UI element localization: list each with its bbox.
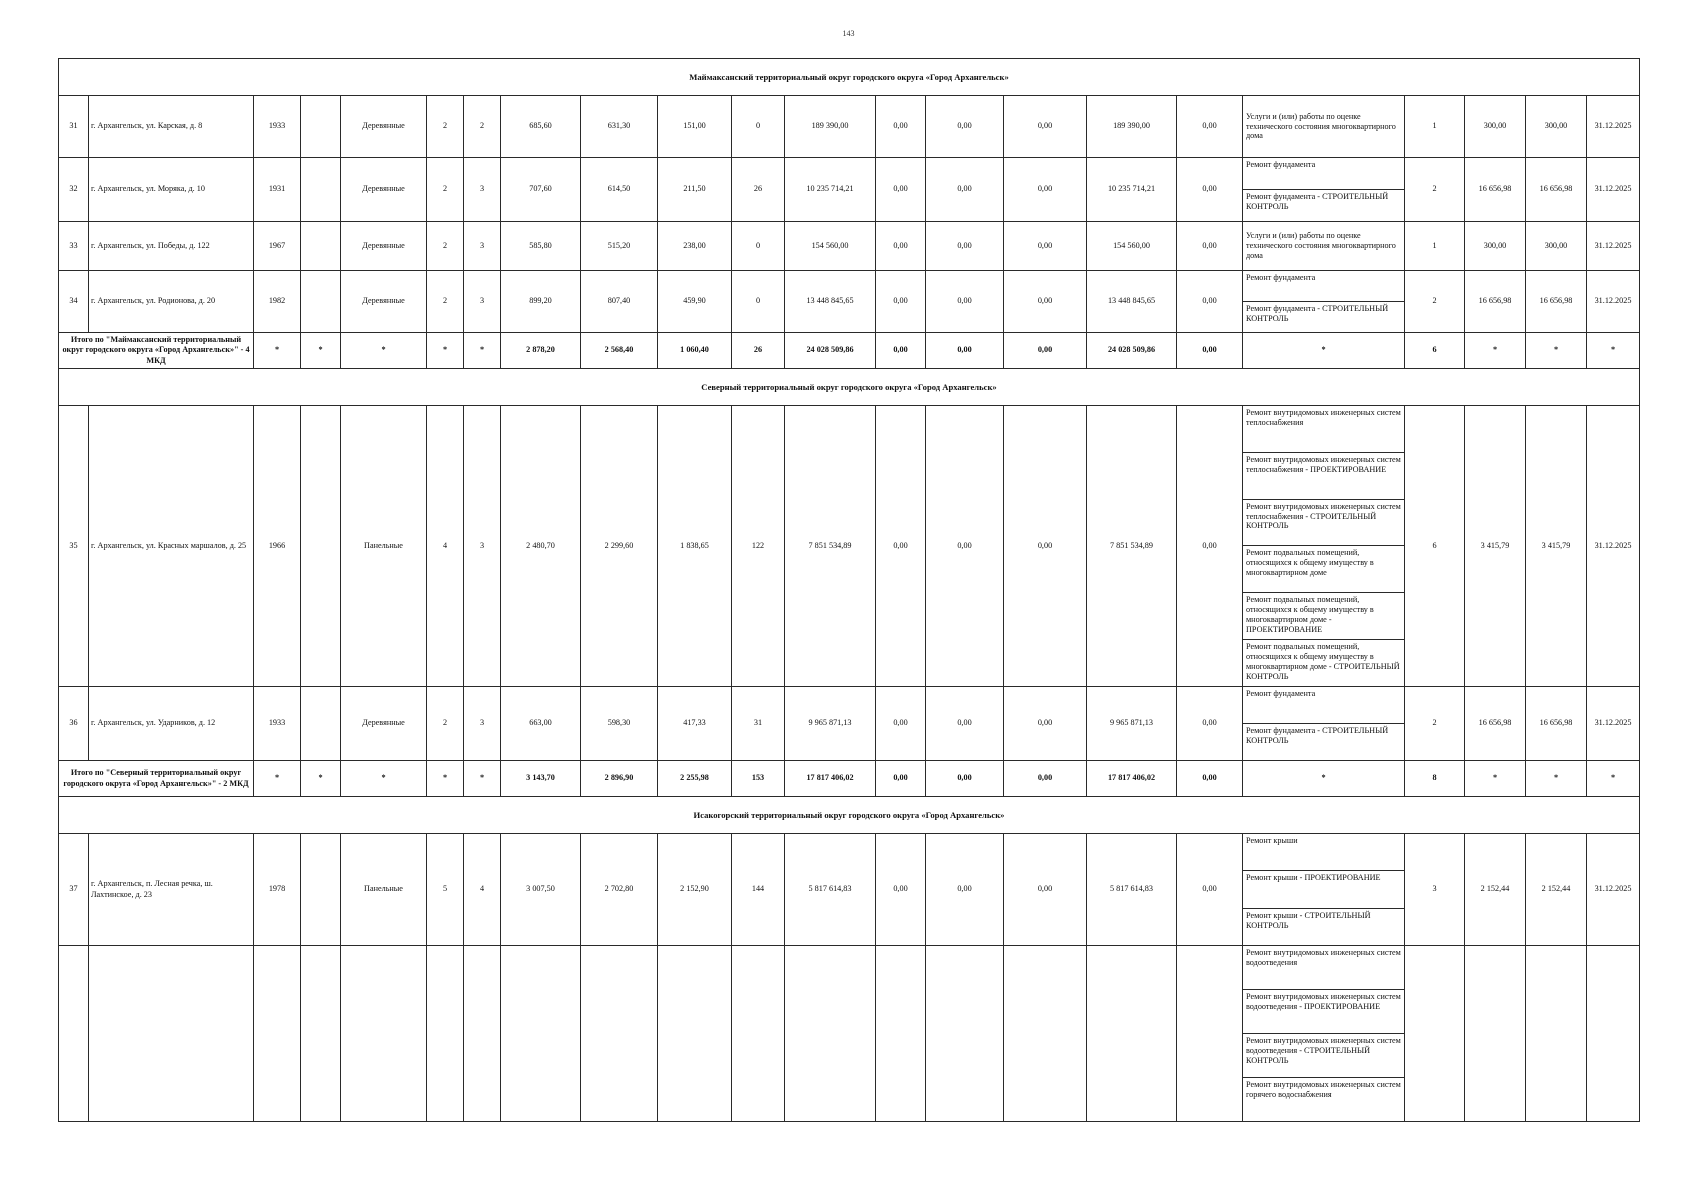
floors-cell: 4: [427, 406, 464, 687]
area-living-cell: 515,20: [581, 222, 658, 271]
empty-cell: [301, 406, 341, 687]
area-total-cell: 663,00: [501, 687, 581, 761]
deadline-cell: 31.12.2025: [1587, 96, 1640, 158]
area-nonres-cell: 2 152,90: [658, 834, 732, 946]
area-nonres-cell: 151,00: [658, 96, 732, 158]
address-cell: г. Архангельск, ул. Карская, д. 8: [89, 96, 254, 158]
entrances-cell: 3: [464, 271, 501, 333]
capital-repair-register-table: [58, 58, 1640, 1122]
total-residents-cell: 153: [732, 761, 785, 797]
fund-budget-region-cell: [926, 946, 1004, 1122]
fund-budget-region-cell: 0,00: [926, 834, 1004, 946]
row-number: 37: [59, 834, 89, 946]
year-cell: 1933: [254, 96, 301, 158]
total-star-cell: *: [1465, 761, 1526, 797]
area-nonres-cell: 211,50: [658, 158, 732, 222]
fund-budget-local-cell: 0,00: [1004, 222, 1087, 271]
area-living-cell: 614,50: [581, 158, 658, 222]
address-cell: г. Архангельск, ул. Моряка, д. 10: [89, 158, 254, 222]
work-item: Ремонт фундамента: [1243, 687, 1404, 724]
fund-fss-cell: 0,00: [876, 96, 926, 158]
total-works-count-cell: 8: [1405, 761, 1465, 797]
fund-fss-cell: [876, 946, 926, 1122]
area-living-cell: 2 702,80: [581, 834, 658, 946]
works-list: [1243, 406, 1404, 686]
work-item: Ремонт подвальных помещений, относящихся к общему имуществу в многоквартирном доме - СТРОИТЕЛЬНЫЙ КОНТРОЛЬ: [1246, 642, 1400, 681]
works-list: [1243, 946, 1404, 1121]
works-list: [1243, 222, 1404, 270]
year-cell: 1931: [254, 158, 301, 222]
area-total-cell: [501, 946, 581, 1122]
works-count-cell: 1: [1405, 96, 1465, 158]
fund-fss-cell: 0,00: [876, 271, 926, 333]
section-title: Исакогорский территориальный округ городского округа «Город Архангельск»: [59, 797, 1640, 834]
area-total-cell: 3 007,50: [501, 834, 581, 946]
fund-other-cell: 0,00: [1177, 222, 1243, 271]
table-row: [59, 158, 1640, 222]
area-living-cell: 631,30: [581, 96, 658, 158]
work-item: Ремонт внутридомовых инженерных систем горячего водоснабжения: [1246, 1080, 1401, 1099]
works-cell: [1243, 96, 1405, 158]
empty-cell: [301, 946, 341, 1122]
work-item: Ремонт крыши: [1243, 834, 1404, 871]
table-row: [59, 96, 1640, 158]
year-cell: 1933: [254, 687, 301, 761]
residents-cell: 26: [732, 158, 785, 222]
total-works-cell: *: [1243, 333, 1405, 369]
section-title: Маймаксанский территориальный округ городского округа «Город Архангельск»: [59, 59, 1640, 96]
area-nonres-cell: 417,33: [658, 687, 732, 761]
total-fund-other-cell: 0,00: [1177, 761, 1243, 797]
unit-cost-cell: 300,00: [1465, 222, 1526, 271]
total-star-cell: *: [341, 333, 427, 369]
empty-cell: [301, 271, 341, 333]
total-label: Итого по "Северный территориальный округ городского округа «Город Архангельск»" - 2 МКД: [59, 761, 254, 797]
total-star-cell: *: [1526, 333, 1587, 369]
table-row: [59, 946, 1640, 1122]
work-item: Ремонт внутридомовых инженерных систем водоотведения - ПРОЕКТИРОВАНИЕ: [1243, 990, 1404, 1034]
page-number: 143: [842, 29, 855, 38]
total-fund-fss-cell: 0,00: [876, 761, 926, 797]
total-area-living-cell: 2 896,90: [581, 761, 658, 797]
total-fund-budget-region-cell: 0,00: [926, 761, 1004, 797]
total-fund-other-cell: 0,00: [1177, 333, 1243, 369]
total-fund-budget-local-cell: 0,00: [1004, 761, 1087, 797]
cost-total-cell: [785, 946, 876, 1122]
area-total-cell: 899,20: [501, 271, 581, 333]
address-cell: г. Архангельск, ул. Ударников, д. 12: [89, 687, 254, 761]
residents-cell: 0: [732, 222, 785, 271]
fund-budget-local-cell: 0,00: [1004, 834, 1087, 946]
total-fund-owners-cell: 24 028 509,86: [1087, 333, 1177, 369]
fund-fss-cell: 0,00: [876, 406, 926, 687]
fund-other-cell: 0,00: [1177, 406, 1243, 687]
material-cell: Деревянные: [341, 158, 427, 222]
fund-budget-local-cell: 0,00: [1004, 406, 1087, 687]
entrances-cell: [464, 946, 501, 1122]
row-number: 36: [59, 687, 89, 761]
fund-budget-region-cell: 0,00: [926, 222, 1004, 271]
works-cell: [1243, 222, 1405, 271]
cost-total-cell: 10 235 714,21: [785, 158, 876, 222]
total-label: Итого по "Маймаксанский территориальный округ городского округа «Город Архангельск»" - 4 МКД: [59, 333, 254, 369]
total-area-total-cell: 2 878,20: [501, 333, 581, 369]
table-row: [59, 406, 1640, 687]
empty-cell: [301, 687, 341, 761]
floors-cell: 2: [427, 222, 464, 271]
entrances-cell: 3: [464, 158, 501, 222]
cost-total-cell: 154 560,00: [785, 222, 876, 271]
address-cell: г. Архангельск, п. Лесная речка, ш. Лахтинское, д. 23: [89, 834, 254, 946]
works-cell: [1243, 834, 1405, 946]
area-nonres-cell: 459,90: [658, 271, 732, 333]
total-works-cell: *: [1243, 761, 1405, 797]
limit-cost-cell: 3 415,79: [1526, 406, 1587, 687]
cost-total-cell: 189 390,00: [785, 96, 876, 158]
total-residents-cell: 26: [732, 333, 785, 369]
section-title: Северный территориальный округ городского округа «Город Архангельск»: [59, 369, 1640, 406]
area-nonres-cell: 1 838,65: [658, 406, 732, 687]
total-star-cell: *: [464, 333, 501, 369]
deadline-cell: 31.12.2025: [1587, 222, 1640, 271]
work-item: Ремонт внутридомовых инженерных систем теплоснабжения - ПРОЕКТИРОВАНИЕ: [1243, 453, 1404, 500]
material-cell: [341, 946, 427, 1122]
deadline-cell: [1587, 946, 1640, 1122]
works-cell: [1243, 271, 1405, 333]
fund-owners-cell: 189 390,00: [1087, 96, 1177, 158]
fund-other-cell: 0,00: [1177, 96, 1243, 158]
works-cell: [1243, 406, 1405, 687]
unit-cost-cell: 2 152,44: [1465, 834, 1526, 946]
floors-cell: 2: [427, 96, 464, 158]
entrances-cell: 3: [464, 406, 501, 687]
work-item: Ремонт фундамента - СТРОИТЕЛЬНЫЙ КОНТРОЛЬ: [1246, 304, 1389, 323]
total-star-cell: *: [427, 333, 464, 369]
total-star-cell: *: [1587, 761, 1640, 797]
total-area-total-cell: 3 143,70: [501, 761, 581, 797]
total-star-cell: *: [254, 333, 301, 369]
residents-cell: 0: [732, 271, 785, 333]
works-count-cell: 6: [1405, 406, 1465, 687]
entrances-cell: 3: [464, 687, 501, 761]
material-cell: Деревянные: [341, 687, 427, 761]
deadline-cell: 31.12.2025: [1587, 406, 1640, 687]
total-star-cell: *: [464, 761, 501, 797]
work-item: Ремонт внутридомовых инженерных систем теплоснабжения: [1243, 406, 1404, 453]
deadline-cell: 31.12.2025: [1587, 158, 1640, 222]
material-cell: Панельные: [341, 406, 427, 687]
section-header-row: [59, 797, 1640, 834]
area-total-cell: 707,60: [501, 158, 581, 222]
deadline-cell: 31.12.2025: [1587, 687, 1640, 761]
cost-total-cell: 9 965 871,13: [785, 687, 876, 761]
fund-fss-cell: 0,00: [876, 222, 926, 271]
entrances-cell: 2: [464, 96, 501, 158]
works-cell: [1243, 687, 1405, 761]
area-nonres-cell: 238,00: [658, 222, 732, 271]
year-cell: 1982: [254, 271, 301, 333]
floors-cell: 5: [427, 834, 464, 946]
limit-cost-cell: [1526, 946, 1587, 1122]
fund-budget-local-cell: 0,00: [1004, 96, 1087, 158]
fund-other-cell: 0,00: [1177, 687, 1243, 761]
floors-cell: 2: [427, 271, 464, 333]
work-item: Ремонт внутридомовых инженерных систем водоотведения - СТРОИТЕЛЬНЫЙ КОНТРОЛЬ: [1243, 1034, 1404, 1078]
work-item: Ремонт крыши - ПРОЕКТИРОВАНИЕ: [1243, 871, 1404, 908]
table-row: [59, 271, 1640, 333]
total-fund-fss-cell: 0,00: [876, 333, 926, 369]
work-item: Ремонт внутридомовых инженерных систем теплоснабжения - СТРОИТЕЛЬНЫЙ КОНТРОЛЬ: [1243, 500, 1404, 547]
address-cell: [89, 946, 254, 1122]
total-row: [59, 761, 1640, 797]
total-works-count-cell: 6: [1405, 333, 1465, 369]
works-count-cell: 2: [1405, 271, 1465, 333]
material-cell: Деревянные: [341, 96, 427, 158]
deadline-cell: 31.12.2025: [1587, 271, 1640, 333]
fund-budget-local-cell: 0,00: [1004, 271, 1087, 333]
year-cell: 1978: [254, 834, 301, 946]
works-list: [1243, 834, 1404, 945]
work-item: Ремонт внутридомовых инженерных систем водоотведения: [1243, 946, 1404, 990]
unit-cost-cell: 16 656,98: [1465, 687, 1526, 761]
cost-total-cell: 13 448 845,65: [785, 271, 876, 333]
limit-cost-cell: 2 152,44: [1526, 834, 1587, 946]
material-cell: Панельные: [341, 834, 427, 946]
area-total-cell: 585,80: [501, 222, 581, 271]
fund-budget-region-cell: 0,00: [926, 96, 1004, 158]
works-list: [1243, 271, 1404, 332]
fund-budget-local-cell: 0,00: [1004, 687, 1087, 761]
residents-cell: 144: [732, 834, 785, 946]
area-living-cell: [581, 946, 658, 1122]
empty-cell: [301, 834, 341, 946]
area-nonres-cell: [658, 946, 732, 1122]
row-number: 34: [59, 271, 89, 333]
work-item: Ремонт подвальных помещений, относящихся к общему имуществу в многоквартирном доме - ПРОЕКТИРОВАНИЕ: [1243, 593, 1404, 640]
floors-cell: [427, 946, 464, 1122]
fund-fss-cell: 0,00: [876, 834, 926, 946]
address-cell: г. Архангельск, ул. Родионова, д. 20: [89, 271, 254, 333]
work-item: Ремонт крыши - СТРОИТЕЛЬНЫЙ КОНТРОЛЬ: [1246, 910, 1371, 930]
residents-cell: [732, 946, 785, 1122]
cost-total-cell: 7 851 534,89: [785, 406, 876, 687]
floors-cell: 2: [427, 158, 464, 222]
section-header-row: [59, 59, 1640, 96]
fund-budget-region-cell: 0,00: [926, 271, 1004, 333]
fund-owners-cell: 5 817 614,83: [1087, 834, 1177, 946]
table-row: [59, 834, 1640, 946]
works-count-cell: 2: [1405, 158, 1465, 222]
total-star-cell: *: [427, 761, 464, 797]
limit-cost-cell: 300,00: [1526, 222, 1587, 271]
total-fund-budget-region-cell: 0,00: [926, 333, 1004, 369]
year-cell: 1966: [254, 406, 301, 687]
works-list: [1243, 158, 1404, 221]
work-item: Услуги и (или) работы по оценке технического состояния многоквартирного дома: [1246, 231, 1396, 260]
total-fund-budget-local-cell: 0,00: [1004, 333, 1087, 369]
material-cell: Деревянные: [341, 271, 427, 333]
area-living-cell: 2 299,60: [581, 406, 658, 687]
fund-owners-cell: 9 965 871,13: [1087, 687, 1177, 761]
fund-budget-local-cell: 0,00: [1004, 158, 1087, 222]
work-item: Ремонт фундамента - СТРОИТЕЛЬНЫЙ КОНТРОЛЬ: [1246, 726, 1389, 745]
total-area-living-cell: 2 568,40: [581, 333, 658, 369]
address-cell: г. Архангельск, ул. Красных маршалов, д. 25: [89, 406, 254, 687]
address-cell: г. Архангельск, ул. Победы, д. 122: [89, 222, 254, 271]
work-item: Услуги и (или) работы по оценке технического состояния многоквартирного дома: [1246, 111, 1396, 141]
residents-cell: 31: [732, 687, 785, 761]
section-header-row: [59, 369, 1640, 406]
total-fund-owners-cell: 17 817 406,02: [1087, 761, 1177, 797]
total-star-cell: *: [1465, 333, 1526, 369]
fund-budget-region-cell: 0,00: [926, 687, 1004, 761]
fund-other-cell: [1177, 946, 1243, 1122]
fund-fss-cell: 0,00: [876, 158, 926, 222]
works-list: [1243, 96, 1404, 157]
residents-cell: 122: [732, 406, 785, 687]
total-row: [59, 333, 1640, 369]
limit-cost-cell: 16 656,98: [1526, 158, 1587, 222]
fund-other-cell: 0,00: [1177, 158, 1243, 222]
works-count-cell: [1405, 946, 1465, 1122]
total-star-cell: *: [301, 761, 341, 797]
total-star-cell: *: [301, 333, 341, 369]
work-item: Ремонт фундамента - СТРОИТЕЛЬНЫЙ КОНТРОЛЬ: [1246, 192, 1389, 211]
total-star-cell: *: [1526, 761, 1587, 797]
fund-budget-local-cell: [1004, 946, 1087, 1122]
floors-cell: 2: [427, 687, 464, 761]
works-cell: [1243, 946, 1405, 1122]
works-count-cell: 1: [1405, 222, 1465, 271]
entrances-cell: 4: [464, 834, 501, 946]
material-cell: Деревянные: [341, 222, 427, 271]
total-cost-total-cell: 24 028 509,86: [785, 333, 876, 369]
work-item: Ремонт фундамента: [1243, 158, 1404, 190]
limit-cost-cell: 16 656,98: [1526, 271, 1587, 333]
fund-budget-region-cell: 0,00: [926, 158, 1004, 222]
fund-owners-cell: 10 235 714,21: [1087, 158, 1177, 222]
unit-cost-cell: 16 656,98: [1465, 158, 1526, 222]
area-living-cell: 598,30: [581, 687, 658, 761]
row-number: 32: [59, 158, 89, 222]
total-area-nonres-cell: 2 255,98: [658, 761, 732, 797]
empty-cell: [301, 158, 341, 222]
work-item: Ремонт фундамента: [1243, 271, 1404, 302]
unit-cost-cell: 300,00: [1465, 96, 1526, 158]
total-area-nonres-cell: 1 060,40: [658, 333, 732, 369]
row-number: 31: [59, 96, 89, 158]
fund-other-cell: 0,00: [1177, 834, 1243, 946]
works-count-cell: 3: [1405, 834, 1465, 946]
table-row: [59, 222, 1640, 271]
total-star-cell: *: [341, 761, 427, 797]
year-cell: 1967: [254, 222, 301, 271]
residents-cell: 0: [732, 96, 785, 158]
row-number: 33: [59, 222, 89, 271]
total-star-cell: *: [1587, 333, 1640, 369]
fund-fss-cell: 0,00: [876, 687, 926, 761]
empty-cell: [301, 96, 341, 158]
table-row: [59, 687, 1640, 761]
entrances-cell: 3: [464, 222, 501, 271]
limit-cost-cell: 300,00: [1526, 96, 1587, 158]
year-cell: [254, 946, 301, 1122]
fund-budget-region-cell: 0,00: [926, 406, 1004, 687]
unit-cost-cell: [1465, 946, 1526, 1122]
area-total-cell: 2 480,70: [501, 406, 581, 687]
area-living-cell: 807,40: [581, 271, 658, 333]
row-number: 35: [59, 406, 89, 687]
fund-other-cell: 0,00: [1177, 271, 1243, 333]
fund-owners-cell: 154 560,00: [1087, 222, 1177, 271]
unit-cost-cell: 16 656,98: [1465, 271, 1526, 333]
unit-cost-cell: 3 415,79: [1465, 406, 1526, 687]
empty-cell: [301, 222, 341, 271]
total-star-cell: *: [254, 761, 301, 797]
fund-owners-cell: 7 851 534,89: [1087, 406, 1177, 687]
works-list: [1243, 687, 1404, 760]
fund-owners-cell: 13 448 845,65: [1087, 271, 1177, 333]
row-number: [59, 946, 89, 1122]
deadline-cell: 31.12.2025: [1587, 834, 1640, 946]
limit-cost-cell: 16 656,98: [1526, 687, 1587, 761]
works-cell: [1243, 158, 1405, 222]
work-item: Ремонт подвальных помещений, относящихся к общему имуществу в многоквартирном доме: [1243, 546, 1404, 593]
total-cost-total-cell: 17 817 406,02: [785, 761, 876, 797]
cost-total-cell: 5 817 614,83: [785, 834, 876, 946]
works-count-cell: 2: [1405, 687, 1465, 761]
area-total-cell: 685,60: [501, 96, 581, 158]
fund-owners-cell: [1087, 946, 1177, 1122]
